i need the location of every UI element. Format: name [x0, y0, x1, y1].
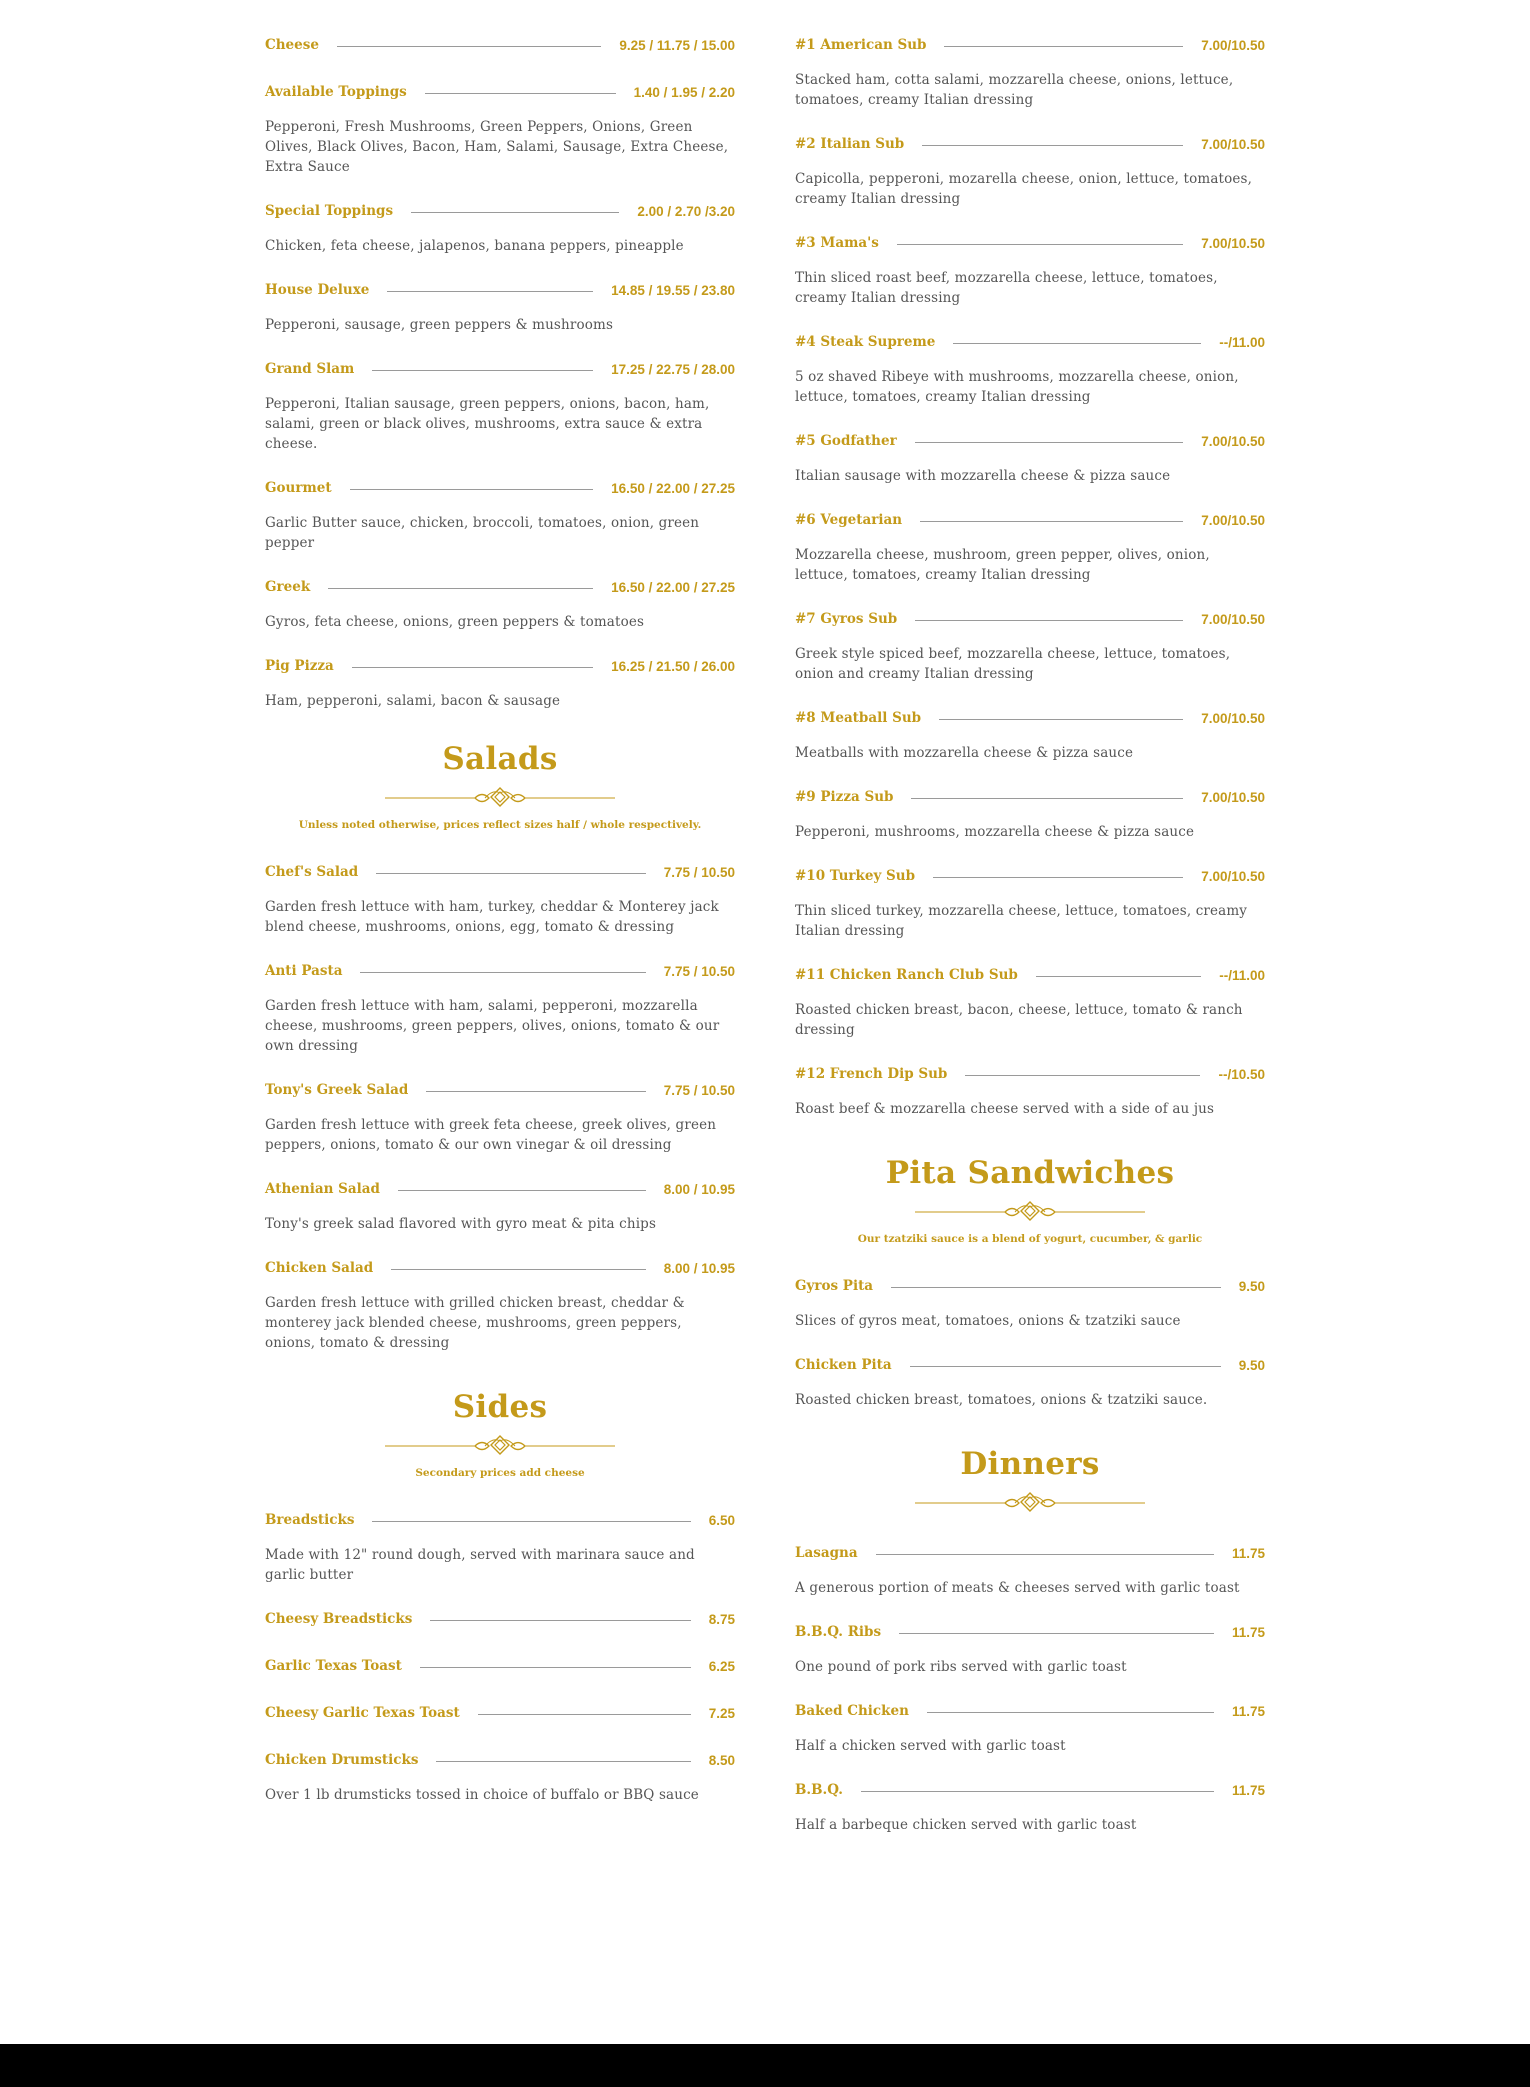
pita-list [795, 1273, 1265, 1410]
leader-rule [944, 46, 1183, 47]
menu-item-price: 6.25 [708, 1658, 735, 1674]
ornament-divider-icon [915, 1490, 1145, 1512]
leader-rule [910, 1366, 1221, 1367]
leader-rule [426, 1091, 645, 1092]
menu-item [265, 32, 735, 58]
menu-item-price: 9.25 / 11.75 / 15.00 [619, 37, 735, 53]
left-column [265, 32, 735, 1826]
salads-list [265, 859, 735, 1353]
leader-rule [899, 1633, 1214, 1634]
menu-item [265, 1176, 735, 1234]
menu-item-price: 7.75 / 10.50 [663, 1082, 735, 1098]
menu-item [265, 79, 735, 177]
leader-rule [398, 1190, 646, 1191]
menu-item-price: 7.00/10.50 [1201, 611, 1265, 627]
menu-item-price: 16.25 / 21.50 / 26.00 [611, 658, 735, 674]
menu-item-price: 9.50 [1238, 1278, 1265, 1294]
menu-item-line [795, 507, 1265, 533]
leader-rule [430, 1620, 690, 1621]
menu-item-name: #5 Godfather [795, 433, 897, 449]
menu-item-description: Tony's greek salad flavored with gyro meat & pita chips [265, 1216, 657, 1232]
menu-item-name: Lasagna [795, 1545, 858, 1561]
menu-item-name: Gyros Pita [795, 1278, 874, 1294]
sides-header [265, 1389, 735, 1479]
ornament-divider-icon [385, 1433, 615, 1455]
menu-item-description: Italian sausage with mozzarella cheese & pizza sauce [795, 468, 1171, 484]
menu-item-line [265, 475, 735, 501]
menu-item-line [795, 230, 1265, 256]
menu-item-line [265, 356, 735, 382]
menu-item-price: 8.50 [708, 1752, 735, 1768]
menu-item-name: Cheese [265, 37, 319, 53]
menu-item-price: --/11.00 [1219, 967, 1265, 983]
menu-item-price: 8.00 / 10.95 [663, 1260, 735, 1276]
menu-item [265, 653, 735, 711]
menu-item-description: Garden fresh lettuce with grilled chicken breast, cheddar & monterey jack blended cheese, mushrooms, green peppers, onions, tomato & dressing [265, 1295, 685, 1351]
menu-item-price: 14.85 / 19.55 / 23.80 [611, 282, 735, 298]
menu-item-name: Breadsticks [265, 1512, 355, 1528]
ornament-divider-icon [915, 1199, 1145, 1221]
menu-item-price: 1.40 / 1.95 / 2.20 [633, 84, 735, 100]
leader-rule [861, 1791, 1214, 1792]
menu-item-line [265, 653, 735, 679]
menu-item-line [265, 1255, 735, 1281]
menu-item [795, 32, 1265, 110]
section-note: Our tzatziki sauce is a blend of yogurt, cucumber, & garlic [857, 1233, 1203, 1245]
menu-item-name: Anti Pasta [265, 963, 343, 979]
menu-item [795, 329, 1265, 407]
menu-item [795, 1352, 1265, 1410]
menu-item [795, 230, 1265, 308]
menu-item-name: Special Toppings [265, 203, 394, 219]
menu-item [795, 1061, 1265, 1119]
dinners-list [795, 1540, 1265, 1835]
section-title: Pita Sandwiches [885, 1155, 1175, 1191]
menu-item-price: 8.75 [708, 1611, 735, 1627]
menu-item-name: #3 Mama's [795, 235, 879, 251]
menu-item [265, 277, 735, 335]
leader-rule [372, 1521, 690, 1522]
leader-rule [436, 1761, 690, 1762]
menu-item-description: Half a chicken served with garlic toast [795, 1738, 1066, 1754]
menu-item [795, 428, 1265, 486]
leader-rule [915, 620, 1183, 621]
menu-item [265, 1077, 735, 1155]
menu-item-price: 6.50 [708, 1512, 735, 1528]
section-title: Salads [442, 741, 558, 777]
menu-item-name: Chicken Drumsticks [265, 1752, 419, 1768]
leader-rule [328, 588, 593, 589]
menu-item-description: Pepperoni, sausage, green peppers & mushrooms [265, 317, 614, 333]
leader-rule [352, 667, 593, 668]
leader-rule [965, 1075, 1200, 1076]
menu-item [265, 1507, 735, 1585]
menu-item-price: --/10.50 [1218, 1066, 1265, 1082]
pizza-list [265, 32, 735, 711]
right-column [795, 32, 1265, 1856]
menu-item [265, 1606, 735, 1632]
menu-item-line [265, 859, 735, 885]
menu-item-price: 11.75 [1231, 1703, 1265, 1719]
menu-item-name: #1 American Sub [795, 37, 927, 53]
menu-item [795, 705, 1265, 763]
menu-item-line [795, 1061, 1265, 1087]
menu-item-name: Chicken Pita [795, 1357, 892, 1373]
menu-item [265, 198, 735, 256]
leader-rule [891, 1287, 1221, 1288]
leader-rule [350, 489, 594, 490]
menu-item-description: Stacked ham, cotta salami, mozzarella cheese, onions, lettuce, tomatoes, creamy Italian dressing [795, 72, 1234, 108]
menu-item-price: 7.00/10.50 [1201, 37, 1265, 53]
menu-item [265, 1747, 735, 1805]
sides-list [265, 1507, 735, 1805]
leader-rule [927, 1712, 1214, 1713]
menu-item-price: 7.00/10.50 [1201, 235, 1265, 251]
menu-item-name: Grand Slam [265, 361, 355, 377]
menu-item-name: Baked Chicken [795, 1703, 909, 1719]
menu-item-price: 7.00/10.50 [1201, 136, 1265, 152]
menu-item-line [265, 277, 735, 303]
leader-rule [897, 244, 1183, 245]
menu-item-line [795, 784, 1265, 810]
section-note: Unless noted otherwise, prices reflect sizes half / whole respectively. [298, 819, 702, 831]
menu-item-price: 7.25 [708, 1705, 735, 1721]
menu-item [795, 507, 1265, 585]
menu-item [265, 356, 735, 454]
menu-item-name: #10 Turkey Sub [795, 868, 916, 884]
menu-item-price: --/11.00 [1219, 334, 1265, 350]
menu-item-name: Available Toppings [265, 84, 407, 100]
menu-item [795, 962, 1265, 1040]
menu-item-description: Thin sliced turkey, mozzarella cheese, lettuce, tomatoes, creamy Italian dressing [795, 903, 1248, 939]
menu-item-name: Greek [265, 579, 311, 595]
menu-item [265, 1700, 735, 1726]
menu-item-line [265, 79, 735, 105]
menu-item-description: Pepperoni, Italian sausage, green peppers, onions, bacon, ham, salami, green or black olives, mushrooms, extra sauce & extra cheese. [265, 396, 710, 452]
menu-item [265, 1653, 735, 1679]
menu-item-description: Garden fresh lettuce with ham, salami, pepperoni, mozzarella cheese, mushrooms, green peppers, olives, onions, tomato & our own dressing [265, 998, 720, 1054]
menu-item-name: Gourmet [265, 480, 332, 496]
menu-item-description: Mozzarella cheese, mushroom, green pepper, olives, onion, lettuce, tomatoes, creamy Italian dressing [795, 547, 1210, 583]
menu-item-line [795, 131, 1265, 157]
section-note: Secondary prices add cheese [415, 1467, 585, 1479]
menu-item-line [795, 1540, 1265, 1566]
leader-rule [1036, 976, 1201, 977]
menu-item-line [795, 1698, 1265, 1724]
menu-item-name: Pig Pizza [265, 658, 334, 674]
menu-item-description: Garden fresh lettuce with ham, turkey, cheddar & Monterey jack blend cheese, mushrooms, onions, egg, tomato & dressing [265, 899, 719, 935]
menu-item-price: 9.50 [1238, 1357, 1265, 1373]
menu-item-name: #7 Gyros Sub [795, 611, 898, 627]
subs-list [795, 32, 1265, 1119]
menu-item-line [795, 606, 1265, 632]
menu-item-price: 11.75 [1231, 1545, 1265, 1561]
leader-rule [411, 212, 619, 213]
menu-item-description: A generous portion of meats & cheeses served with garlic toast [795, 1580, 1240, 1596]
menu-item-name: Tony's Greek Salad [265, 1082, 409, 1098]
leader-rule [391, 1269, 646, 1270]
menu-item-line [265, 1653, 735, 1679]
menu-item-name: #11 Chicken Ranch Club Sub [795, 967, 1018, 983]
section-title: Sides [452, 1389, 548, 1425]
menu-item-description: One pound of pork ribs served with garlic toast [795, 1659, 1127, 1675]
menu-item-name: Cheesy Breadsticks [265, 1611, 413, 1627]
menu-item [795, 606, 1265, 684]
menu-item [265, 574, 735, 632]
menu-item-description: Slices of gyros meat, tomatoes, onions & tzatziki sauce [795, 1313, 1181, 1329]
leader-rule [425, 93, 616, 94]
menu-item-line [265, 958, 735, 984]
leader-rule [372, 370, 593, 371]
salads-header [265, 741, 735, 831]
menu-item-line [795, 962, 1265, 988]
menu-item-line [795, 32, 1265, 58]
menu-item [795, 131, 1265, 209]
leader-rule [933, 877, 1183, 878]
menu-item-description: Chicken, feta cheese, jalapenos, banana peppers, pineapple [265, 238, 684, 254]
menu-item-description: Thin sliced roast beef, mozzarella cheese, lettuce, tomatoes, creamy Italian dressing [795, 270, 1218, 306]
dinners-header [795, 1446, 1265, 1512]
menu-item-line [265, 32, 735, 58]
menu-item-price: 8.00 / 10.95 [663, 1181, 735, 1197]
menu-item-price: 2.00 / 2.70 /3.20 [637, 203, 735, 219]
leader-rule [911, 798, 1183, 799]
menu-item-line [265, 1077, 735, 1103]
menu-item-description: Garlic Butter sauce, chicken, broccoli, tomatoes, onion, green pepper [265, 515, 700, 551]
menu-item-line [795, 1619, 1265, 1645]
ornament-divider-icon [385, 785, 615, 807]
menu-item-price: 11.75 [1231, 1624, 1265, 1640]
menu-item-name: B.B.Q. [795, 1782, 844, 1798]
menu-item-line [265, 1176, 735, 1202]
menu-item-description: Capicolla, pepperoni, mozarella cheese, onion, lettuce, tomatoes, creamy Italian dressing [795, 171, 1253, 207]
menu-item-price: 16.50 / 22.00 / 27.25 [611, 579, 735, 595]
section-title: Dinners [960, 1446, 1100, 1482]
menu-item [795, 863, 1265, 941]
menu-item-name: B.B.Q. Ribs [795, 1624, 882, 1640]
menu-item-name: #12 French Dip Sub [795, 1066, 948, 1082]
menu-item-description: Pepperoni, Fresh Mushrooms, Green Peppers, Onions, Green Olives, Black Olives, Bacon, Ham, Salami, Sausage, Extra Cheese, Extra Sauce [265, 119, 729, 175]
leader-rule [920, 521, 1183, 522]
menu-item [795, 1273, 1265, 1331]
leader-rule [953, 343, 1201, 344]
menu-item-description: Roast beef & mozzarella cheese served with a side of au jus [795, 1101, 1215, 1117]
menu-item-price: 16.50 / 22.00 / 27.25 [611, 480, 735, 496]
menu-item-description: Meatballs with mozzarella cheese & pizza sauce [795, 745, 1134, 761]
menu-item-line [795, 1273, 1265, 1299]
menu-item [795, 1619, 1265, 1677]
menu-item [265, 475, 735, 553]
leader-rule [478, 1714, 691, 1715]
menu-item-description: Over 1 lb drumsticks tossed in choice of buffalo or BBQ sauce [265, 1787, 699, 1803]
pita-header [795, 1155, 1265, 1245]
menu-item-name: Chef's Salad [265, 864, 359, 880]
menu-item-description: Greek style spiced beef, mozzarella cheese, lettuce, tomatoes, onion and creamy Italian dressing [795, 646, 1231, 682]
menu-item-name: #9 Pizza Sub [795, 789, 894, 805]
menu-item-name: #8 Meatball Sub [795, 710, 922, 726]
menu-item-name: Garlic Texas Toast [265, 1658, 402, 1674]
menu-item-description: Half a barbeque chicken served with garlic toast [795, 1817, 1137, 1833]
menu-item-line [265, 198, 735, 224]
menu-item-description: Made with 12" round dough, served with marinara sauce and garlic butter [265, 1547, 695, 1583]
menu-item-description: Roasted chicken breast, tomatoes, onions & tzatziki sauce. [795, 1392, 1208, 1408]
leader-rule [876, 1554, 1214, 1555]
menu-item-line [795, 428, 1265, 454]
menu-item-description: Gyros, feta cheese, onions, green peppers & tomatoes [265, 614, 645, 630]
menu-item-name: Chicken Salad [265, 1260, 374, 1276]
menu-item-name: #2 Italian Sub [795, 136, 905, 152]
menu-item-name: Cheesy Garlic Texas Toast [265, 1705, 460, 1721]
menu-item-line [265, 1507, 735, 1533]
bottom-bar [0, 2044, 1530, 2087]
menu-item-line [795, 705, 1265, 731]
menu-item [265, 1255, 735, 1353]
menu-item-name: House Deluxe [265, 282, 370, 298]
menu-item-line [265, 1700, 735, 1726]
menu-item [795, 1777, 1265, 1835]
menu-item-description: Garden fresh lettuce with greek feta cheese, greek olives, green peppers, onions, tomato & our own vinegar & oil dressing [265, 1117, 717, 1153]
menu-item-description: Pepperoni, mushrooms, mozzarella cheese & pizza sauce [795, 824, 1195, 840]
menu-item [265, 958, 735, 1056]
menu-item-line [265, 574, 735, 600]
leader-rule [939, 719, 1183, 720]
menu-item-price: 7.00/10.50 [1201, 710, 1265, 726]
menu-item-line [265, 1747, 735, 1773]
menu-item-price: 7.00/10.50 [1201, 433, 1265, 449]
menu-item-line [795, 1352, 1265, 1378]
leader-rule [360, 972, 645, 973]
leader-rule [915, 442, 1184, 443]
leader-rule [420, 1667, 691, 1668]
menu-item-name: #6 Vegetarian [795, 512, 903, 528]
menu-item [795, 784, 1265, 842]
menu-item-description: 5 oz shaved Ribeye with mushrooms, mozzarella cheese, onion, lettuce, tomatoes, creamy Italian dressing [795, 369, 1239, 405]
leader-rule [922, 145, 1183, 146]
menu-item-price: 7.00/10.50 [1201, 868, 1265, 884]
menu-item-name: #4 Steak Supreme [795, 334, 936, 350]
menu-item-price: 7.75 / 10.50 [663, 963, 735, 979]
menu-item-line [795, 329, 1265, 355]
menu-item-price: 7.00/10.50 [1201, 789, 1265, 805]
menu-item-line [795, 1777, 1265, 1803]
menu-item-description: Roasted chicken breast, bacon, cheese, lettuce, tomato & ranch dressing [795, 1002, 1243, 1038]
menu-item-line [795, 863, 1265, 889]
menu-item-price: 7.75 / 10.50 [663, 864, 735, 880]
menu-item-price: 11.75 [1231, 1782, 1265, 1798]
leader-rule [387, 291, 593, 292]
menu-item-name: Athenian Salad [265, 1181, 380, 1197]
menu-item [795, 1540, 1265, 1598]
menu-item-price: 7.00/10.50 [1201, 512, 1265, 528]
menu-item-price: 17.25 / 22.75 / 28.00 [611, 361, 735, 377]
leader-rule [337, 46, 601, 47]
menu-item [265, 859, 735, 937]
menu-item-line [265, 1606, 735, 1632]
leader-rule [376, 873, 645, 874]
menu-item-description: Ham, pepperoni, salami, bacon & sausage [265, 693, 561, 709]
menu-item [795, 1698, 1265, 1756]
